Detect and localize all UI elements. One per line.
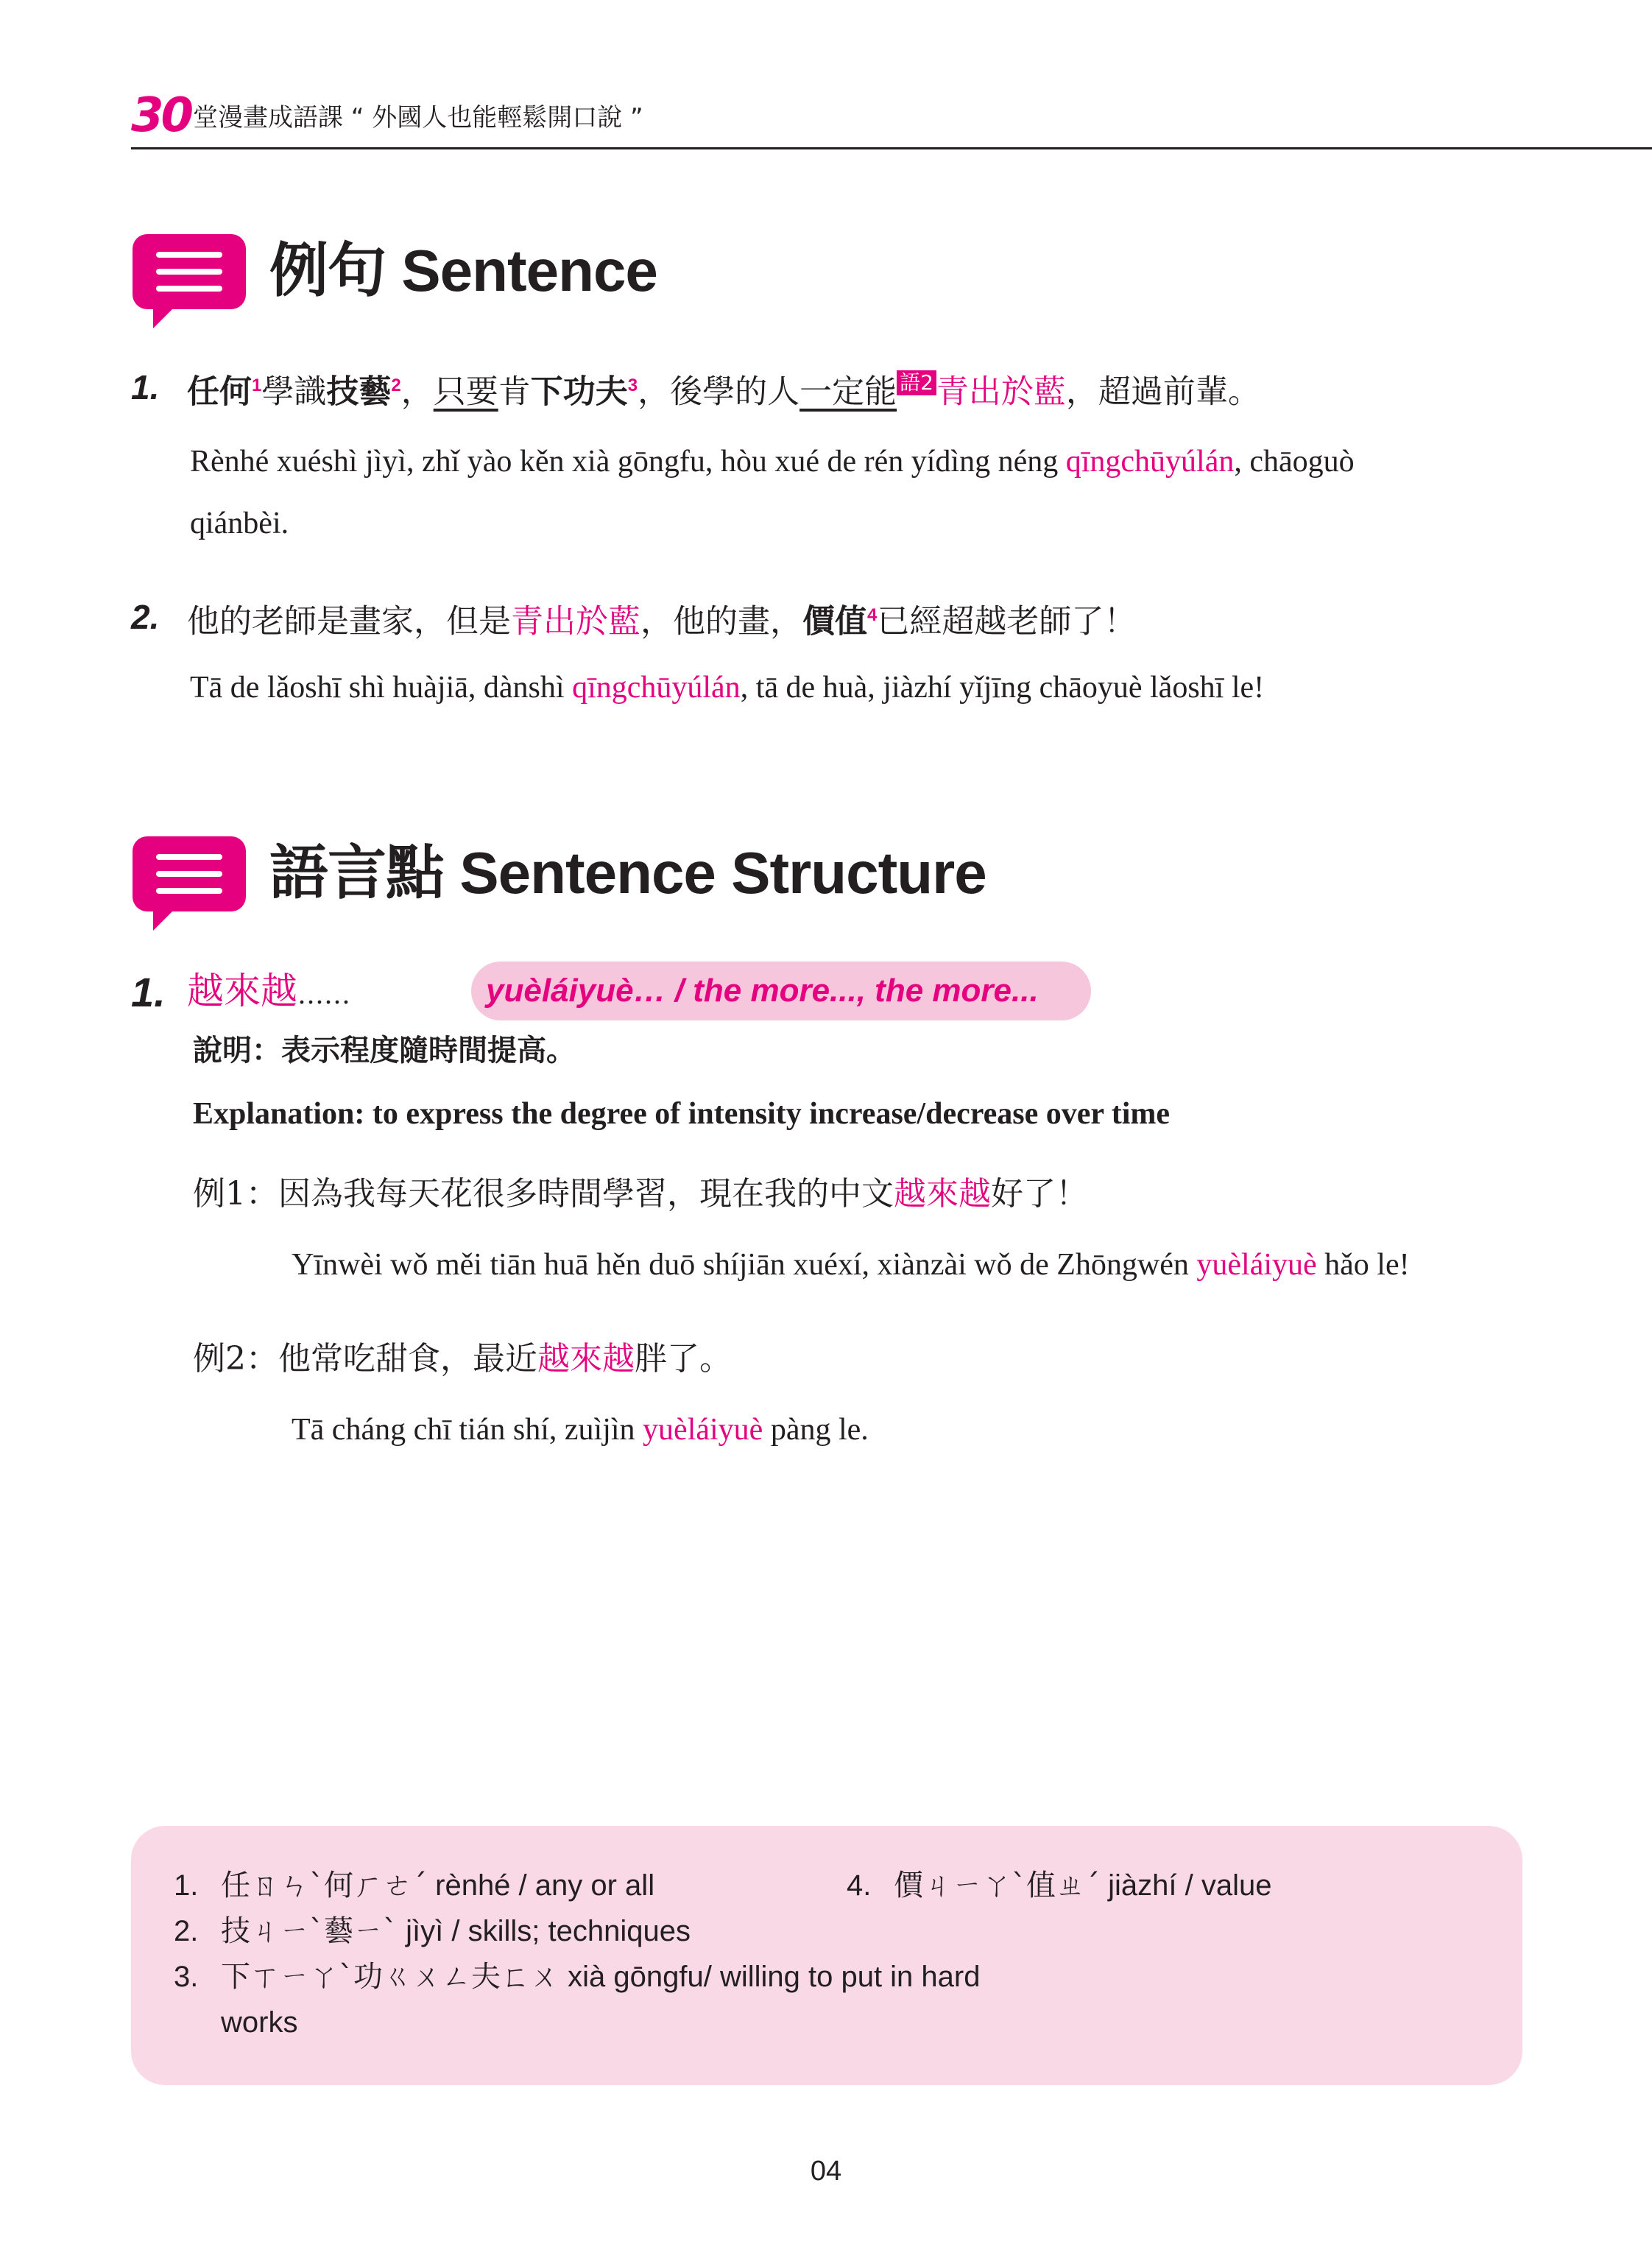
vocab-definition: works <box>221 2006 298 2039</box>
vocab-definition: jiàzhí / value <box>1108 1869 1272 1902</box>
footnote-marker: 3 <box>627 375 638 395</box>
vocab-term: 技ㄐㄧˋ藝ㄧˋ <box>221 1914 398 1948</box>
underlined-pattern: 只要 <box>433 373 498 411</box>
pinyin-text: Tā cháng chī tián shí, zuìjìn <box>292 1413 643 1447</box>
idiom-highlight: 青出於藍 <box>511 602 640 641</box>
text-segment: ，他的畫， <box>640 602 802 641</box>
example-label: 例2： <box>193 1340 278 1378</box>
text-segment: 學識 <box>261 373 327 411</box>
example-2-chinese <box>193 1337 732 1381</box>
pinyin-text: Yīnwèi wǒ měi tiān huā hěn duō shíjiān xuéxí, xiànzài wǒ de Zhōngwén <box>292 1248 1197 1282</box>
vocab-definition: jìyì / skills; techniques <box>406 1915 691 1947</box>
explanation-chinese: 說明：表示程度隨時間提高。 <box>193 1033 576 1068</box>
text-segment: ，後學的人 <box>638 373 800 411</box>
text-segment: 因為我每天花很多時間學習，現在我的中文 <box>278 1175 894 1213</box>
vocab-item <box>174 1954 980 2000</box>
text-segment: 已經超越老師了！ <box>877 602 1137 641</box>
sentence-number: 2. <box>131 598 160 636</box>
example-1-pinyin <box>292 1234 1410 1296</box>
grammar-meaning-text: yuèláiyuè… / the more..., the more... <box>486 973 1039 1009</box>
grammar-pattern-dots: …… <box>297 980 350 1010</box>
vocab-number: 4. <box>847 1869 872 1902</box>
page-number: 04 <box>810 2156 842 2187</box>
vocab-word: 價值 <box>802 602 867 641</box>
vocabulary-list-right <box>847 1863 1271 1908</box>
idiom-pinyin-highlight: qīngchūyúlán <box>572 671 741 705</box>
pattern-pinyin-highlight: yuèláiyuè <box>643 1413 763 1447</box>
footnote-marker: 1 <box>252 375 262 395</box>
pinyin-text: Rènhé xuéshì jìyì, zhǐ yào kěn xià gōngfu, hòu xué de rén yídìng néng <box>190 445 1066 479</box>
vocab-term: 下ㄒㄧㄚˋ功ㄍㄨㄥ夫ㄈㄨ <box>221 1960 560 1994</box>
speech-bubble-icon <box>133 234 246 309</box>
pinyin-text: hǎo le! <box>1316 1248 1410 1282</box>
vocab-number: 3. <box>174 1961 199 1993</box>
pinyin-text: qiánbèi. <box>190 507 289 540</box>
pinyin-text: Tā de lǎoshī shì huàjiā, dànshì <box>190 671 573 705</box>
vocab-word: 技藝 <box>326 373 392 411</box>
vocab-item-continued <box>174 2000 980 2045</box>
pattern-highlight: 越來越 <box>894 1175 991 1213</box>
idiom-highlight: 青出於藍 <box>936 373 1066 411</box>
text-segment: ， <box>400 373 434 411</box>
vocab-term: 任ㄖㄣˋ何ㄏㄜˊ <box>221 1869 427 1902</box>
example-label: 例1： <box>193 1175 278 1213</box>
sentence-number: 1. <box>131 368 160 406</box>
speech-bubble-icon <box>133 836 246 911</box>
section-title-sentence: 例句 Sentence <box>269 238 657 303</box>
vocab-number: 1. <box>174 1869 199 1902</box>
explanation-english: Explanation: to express the degree of intensity increase/decrease over time <box>193 1097 1171 1131</box>
pinyin-text: , tā de huà, jiàzhí yǐjīng chāoyuè lǎoshī le! <box>740 671 1265 705</box>
footnote-marker: 2 <box>391 375 401 395</box>
text-segment: 他的老師是畫家，但是 <box>187 602 511 641</box>
sentence-2-pinyin <box>190 657 1264 719</box>
series-logo-number: 30 <box>131 88 191 143</box>
text-segment: 他常吃甜食，最近 <box>278 1340 537 1378</box>
vocab-definition: rènhé / any or all <box>435 1869 655 1902</box>
sentence-1-chinese <box>187 364 1260 415</box>
text-segment: ，超過前輩。 <box>1065 373 1260 411</box>
underlined-pattern: 一定能 <box>799 373 897 411</box>
vocab-term: 價ㄐㄧㄚˋ值ㄓˊ <box>894 1869 1100 1902</box>
pattern-pinyin-highlight: yuèláiyuè <box>1196 1248 1317 1282</box>
vocab-number: 2. <box>174 1915 199 1947</box>
sentence-1-pinyin <box>190 431 1515 554</box>
vocab-item <box>847 1863 1271 1908</box>
pattern-highlight: 越來越 <box>537 1340 635 1378</box>
text-segment: 胖了。 <box>635 1340 732 1378</box>
text-segment: 肯 <box>498 373 531 411</box>
example-2-pinyin <box>292 1399 869 1461</box>
footnote-marker: 4 <box>867 605 878 625</box>
running-header-title: 堂漫畫成語課 “ 外國人也能輕鬆開口說 ” <box>193 103 643 133</box>
sentence-2-chinese <box>187 593 1136 644</box>
idiom-pinyin-highlight: qīngchūyúlán <box>1065 445 1235 479</box>
vocab-item <box>174 1908 980 1954</box>
vocab-definition: xià gōngfu/ willing to put in hard <box>568 1961 981 1993</box>
vocab-word: 任何 <box>187 373 252 411</box>
grammar-point-tag: 語2 <box>897 370 936 395</box>
grammar-pattern <box>187 969 350 1017</box>
text-segment: 好了！ <box>991 1175 1088 1213</box>
grammar-point-number: 1. <box>131 969 166 1015</box>
grammar-pattern-word: 越來越 <box>187 970 297 1012</box>
header-divider <box>131 147 1652 149</box>
vocab-word: 下功夫 <box>530 373 628 411</box>
example-1-chinese <box>193 1172 1088 1216</box>
pinyin-text: pàng le. <box>763 1413 869 1447</box>
section-title-structure: 語言點 Sentence Structure <box>269 840 986 906</box>
pinyin-text: , chāoguò <box>1234 445 1355 479</box>
